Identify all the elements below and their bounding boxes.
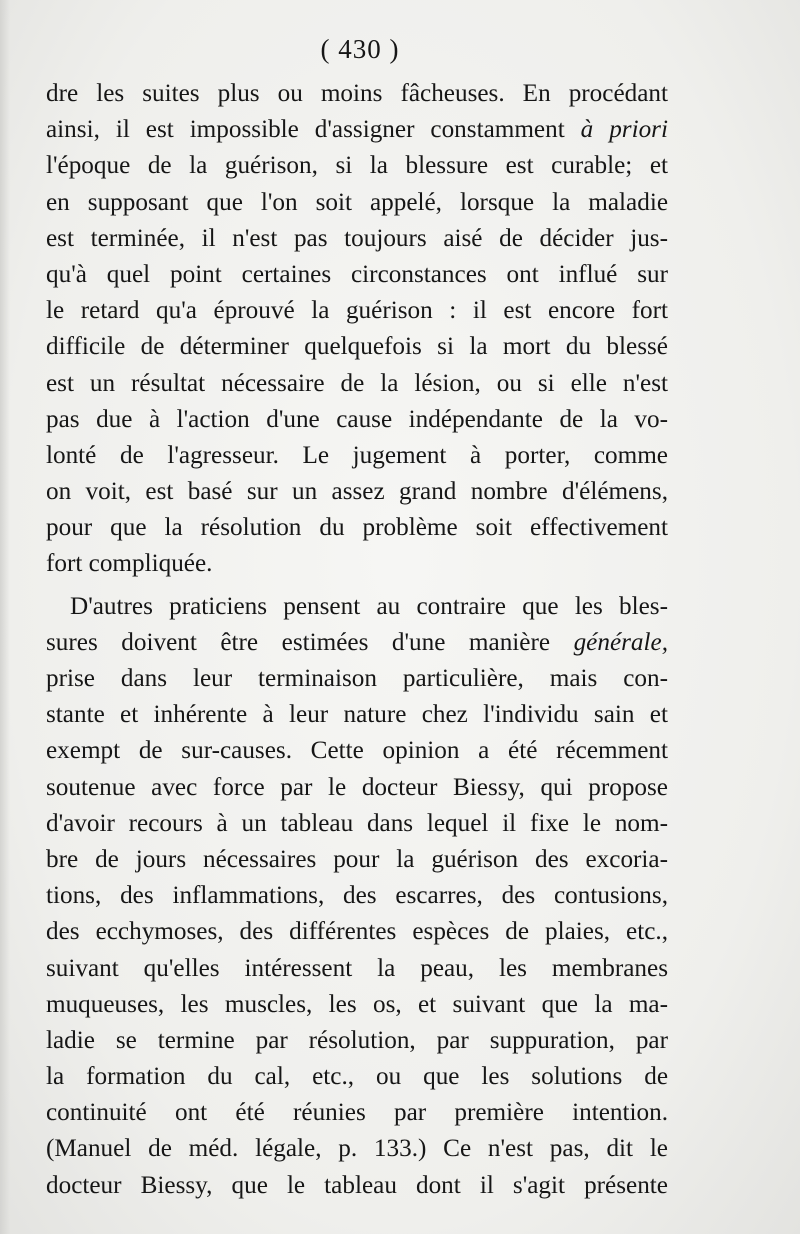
page-number: ( 430 ) [320,34,400,64]
paragraph-1 [46,76,668,583]
text-line: en supposant que l'on soit appelé, lorsque la maladie [46,188,668,216]
text-span: ainsi, il est impossible d'assigner constamment [46,116,581,144]
text-line: difficile de déterminer quelquefois si la mort du blessé [46,333,668,361]
text-line: soutenue avec force par le docteur Biessy, qui propose [46,773,668,801]
page-edge-shadow [0,0,10,1234]
text-line: le retard qu'a éprouvé la guérison : il est encore fort [46,297,668,325]
text-line: des ecchymoses, des différentes espèces de plaies, etc., [46,918,668,946]
text-line: bre de jours nécessaires pour la guérison des excoria- [46,845,668,873]
text-span: sures doivent être estimées d'une manière [46,628,574,656]
text-line: muqueuses, les muscles, les os, et suivant que la ma- [46,990,668,1018]
text-line: continuité ont été réunies par première intention. [46,1099,668,1127]
text-line: ladie se termine par résolution, par suppuration, par [46,1026,668,1054]
text-line [46,112,668,148]
body-text [46,76,668,1204]
text-line: stante et inhérente à leur nature chez l'individu sain et [46,701,668,729]
text-line: est terminée, il n'est pas toujours aisé de décider jus- [46,224,668,252]
text-line: pour que la résolution du problème soit effectivement [46,514,668,542]
text-line: docteur Biessy, que le tableau dont il s'agit présente [46,1171,668,1199]
text-line: lonté de l'agresseur. Le jugement à porter, comme [46,441,668,469]
text-line: la formation du cal, etc., ou que les solutions de [46,1063,668,1091]
text-line: pas due à l'action d'une cause indépendante de la vo- [46,405,668,433]
text-line: dre les suites plus ou moins fâcheuses. En procédant [46,80,668,107]
text-line: D'autres praticiens pensent au contraire que les bles- [70,592,668,620]
text-line: l'époque de la guérison, si la blessure est curable; et [46,152,668,180]
italic-phrase: générale, [573,628,668,656]
text-line: on voit, est basé sur un assez grand nombre d'élémens, [46,478,668,506]
text-line: qu'à quel point certaines circonstances ont influé sur [46,260,668,288]
text-line: tions, des inflammations, des escarres, des contusions, [46,882,668,910]
paragraph-2 [46,589,668,1204]
text-line: exempt de sur-causes. Cette opinion a été récemment [46,737,668,765]
text-line: fort compliquée. [46,550,213,578]
text-line: (Manuel de méd. légale, p. 133.) Ce n'est pas, dit le [46,1135,668,1163]
text-line [46,625,668,661]
text-line: prise dans leur terminaison particulière, mais con- [46,665,668,692]
italic-phrase: à priori [580,116,668,144]
text-line: d'avoir recours à un tableau dans lequel il fixe le nom- [46,809,668,837]
text-line: suivant qu'elles intéressent la peau, les membranes [46,954,668,982]
text-line: est un résultat nécessaire de la lésion, ou si elle n'est [46,369,668,397]
